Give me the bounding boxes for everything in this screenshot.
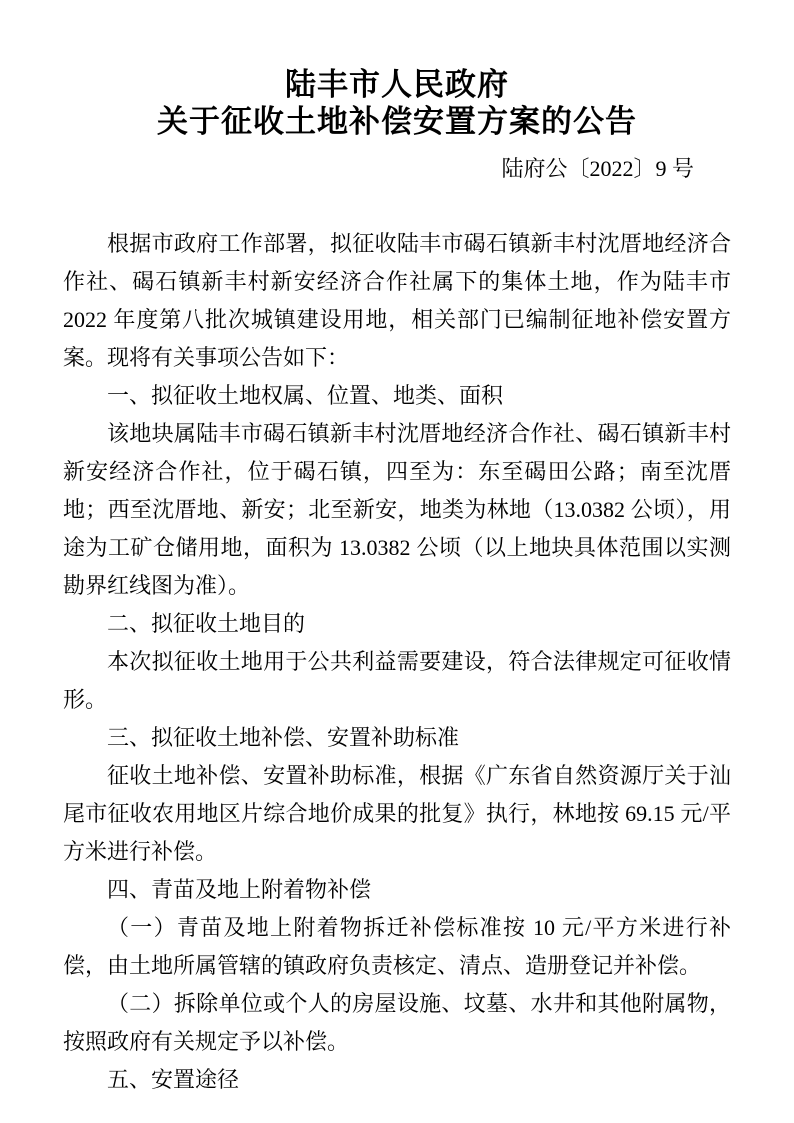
body-paragraph-section-4-item-2: （二）拆除单位或个人的房屋设施、坟墓、水井和其他附属物，按照政府有关规定予以补偿。 — [63, 991, 731, 1054]
section-heading-4: 四、青苗及地上附着物补偿 — [107, 877, 372, 902]
document-title-line-2: 关于征收土地补偿安置方案的公告 — [157, 104, 637, 139]
body-paragraph-section-1: 该地块属陆丰市碣石镇新丰村沈厝地经济合作社、碣石镇新丰村新安经济合作社，位于碣石镇，四至为：东至碣田公路；南至沈厝地；西至沈厝地、新安；北至新安，地类为林地（13.0382 公顷），用途为工矿仓储用地，面积为 13.0382 公顷（以上地块具体范围以实测勘界红线图为准）。 — [63, 421, 731, 598]
section-heading-3: 三、拟征收土地补偿、安置补助标准 — [107, 725, 460, 750]
section-heading-2: 二、拟征收土地目的 — [107, 611, 306, 636]
body-paragraph-section-2: 本次拟征收土地用于公共利益需要建设，符合法律规定可征收情形。 — [63, 649, 731, 712]
section-heading-1: 一、拟征收土地权属、位置、地类、面积 — [107, 383, 504, 408]
document-body — [63, 225, 731, 1099]
document-number: 陆府公〔2022〕9 号 — [501, 156, 694, 181]
section-heading-5: 五、安置途径 — [107, 1067, 240, 1092]
body-paragraph-section-4-item-1: （一）青苗及地上附着物拆迁补偿标准按 10 元/平方米进行补偿，由土地所属管辖的镇政府负责核定、清点、造册登记并补偿。 — [63, 915, 731, 978]
body-paragraph-intro: 根据市政府工作部署，拟征收陆丰市碣石镇新丰村沈厝地经济合作社、碣石镇新丰村新安经济合作社属下的集体土地，作为陆丰市 2022 年度第八批次城镇建设用地，相关部门已编制征地补偿安置方案。现将有关事项公告如下： — [63, 231, 731, 370]
body-paragraph-section-3: 征收土地补偿、安置补助标准，根据《广东省自然资源厅关于汕尾市征收农用地区片综合地价成果的批复》执行，林地按 69.15 元/平方米进行补偿。 — [63, 763, 731, 864]
document-title — [63, 66, 731, 140]
document-title-line-1: 陆丰市人民政府 — [285, 67, 509, 102]
